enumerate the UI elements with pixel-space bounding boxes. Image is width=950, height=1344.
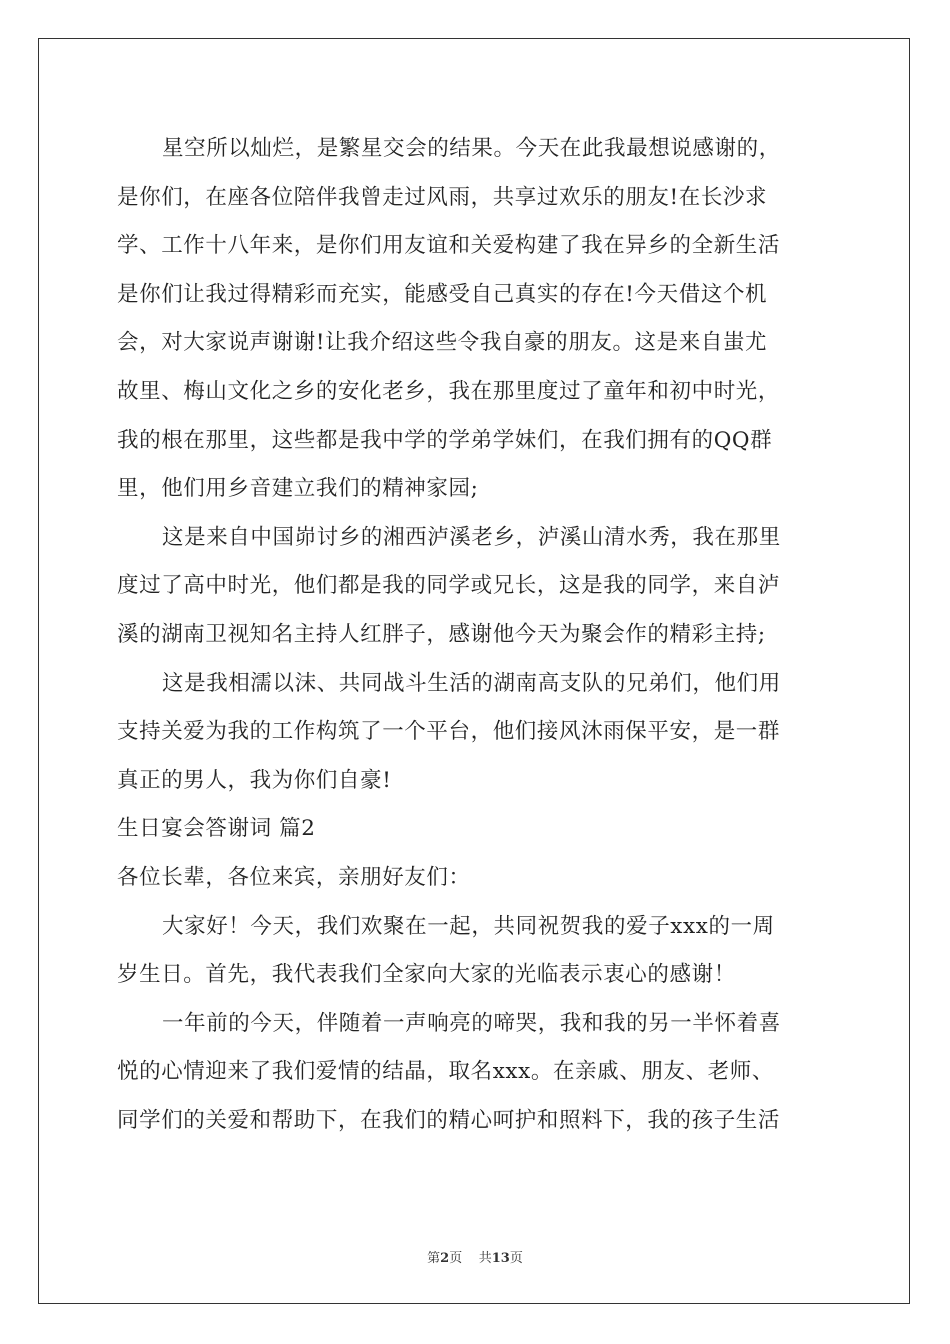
- text-line: 大家好！今天，我们欢聚在一起，共同祝贺我的爱子xxx的一周: [162, 913, 775, 939]
- text-line: 是你们让我过得精彩而充实，能感受自己真实的存在!今天借这个机: [117, 281, 768, 307]
- document-body: [117, 125, 833, 1145]
- page-prefix: 第: [427, 1251, 441, 1266]
- text-line: 是你们，在座各位陪伴我曾走过风雨，共享过欢乐的朋友!在长沙求: [117, 184, 768, 210]
- text-line: 里，他们用乡音建立我们的精神家园;: [117, 476, 479, 502]
- text-line: 这是我相濡以沫、共同战斗生活的湖南高支队的兄弟们，他们用: [162, 670, 781, 696]
- text-line: 度过了高中时光，他们都是我的同学或兄长，这是我的同学，来自泸: [117, 573, 781, 599]
- text-line: 支持关爱为我的工作构筑了一个平台，他们接风沐雨保平安，是一群: [117, 719, 781, 745]
- text-line: 一年前的今天，伴随着一声响亮的啼哭，我和我的另一半怀着喜: [162, 1010, 781, 1036]
- text-line: 这是来自中国峁讨乡的湘西泸溪老乡，泸溪山清水秀，我在那里: [162, 524, 781, 550]
- section-heading: 生日宴会答谢词 篇2: [117, 816, 316, 842]
- page-suffix: 页: [449, 1251, 463, 1266]
- text-line: 溪的湖南卫视知名主持人红胖子，感谢他今天为聚会作的精彩主持;: [117, 621, 766, 647]
- page-number: 2: [440, 1251, 450, 1266]
- text-line: 会，对大家说声谢谢!让我介绍这些令我自豪的朋友。这是来自蚩尤: [117, 330, 768, 356]
- text-line: 悦的心情迎来了我们爱情的结晶，取名xxx。在亲戚、朋友、老师、: [117, 1059, 774, 1085]
- text-line: 学、工作十八年来，是你们用友谊和关爱构建了我在异乡的全新生活: [117, 233, 781, 259]
- text-line: 同学们的关爱和帮助下，在我们的精心呵护和照料下，我的孩子生活: [117, 1107, 781, 1133]
- text-line: 故里、梅山文化之乡的安化老乡，我在那里度过了童年和初中时光，: [117, 378, 781, 404]
- page-footer: [0, 1247, 950, 1266]
- total-pages: 13: [491, 1251, 510, 1266]
- text-line: 我的根在那里，这些都是我中学的学弟学妹们，在我们拥有的QQ群: [117, 427, 773, 453]
- text-line: 真正的男人，我为你们自豪!: [117, 767, 392, 793]
- total-prefix: 共: [478, 1251, 492, 1266]
- text-line: 星空所以灿烂，是繁星交会的结果。今天在此我最想说感谢的，: [162, 136, 781, 161]
- text-line: 岁生日。首先，我代表我们全家向大家的光临表示衷心的感谢！: [117, 962, 736, 988]
- total-suffix: 页: [509, 1251, 523, 1266]
- salutation-line: 各位长辈，各位来宾，亲朋好友们：: [117, 864, 471, 890]
